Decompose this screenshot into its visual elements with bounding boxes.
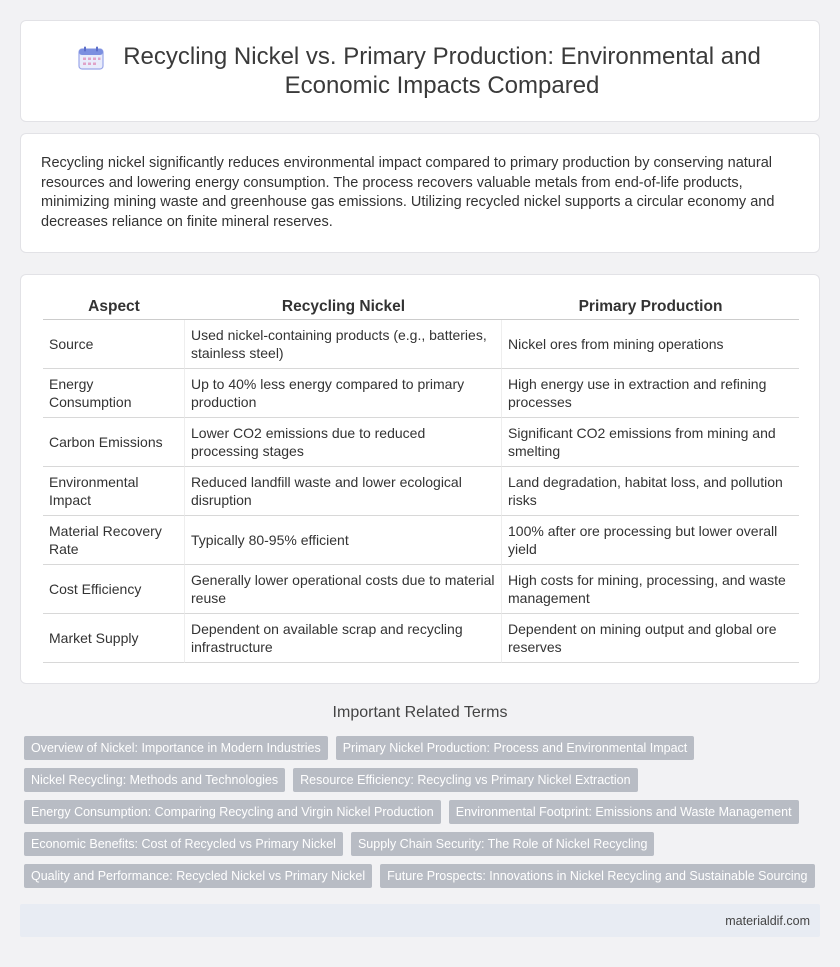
- table-row: [43, 369, 799, 418]
- table-header-row: [43, 293, 799, 320]
- comparison-table-card: [20, 274, 820, 684]
- related-term-link[interactable]: Environmental Footprint: Emissions and Waste Management: [449, 800, 799, 824]
- table-cell: Land degradation, habitat loss, and pollution risks: [502, 467, 799, 516]
- column-header-primary: Primary Production: [502, 293, 799, 320]
- related-term-link[interactable]: Nickel Recycling: Methods and Technologies: [24, 768, 285, 792]
- intro-text: Recycling nickel significantly reduces environmental impact compared to primary production by conserving natural resources and lowering energy consumption. The process recovers valuable metals from end-of-life products, minimizing mining waste and greenhouse gas emissions. Utilizing recycled nickel supports a circular economy and decreases reliance on finite mineral reserves.: [41, 155, 775, 230]
- related-term-link[interactable]: Economic Benefits: Cost of Recycled vs Primary Nickel: [24, 832, 343, 856]
- column-header-recycling: Recycling Nickel: [185, 293, 502, 320]
- tag-row: [24, 768, 816, 792]
- table-cell: Up to 40% less energy compared to primary production: [185, 369, 502, 418]
- related-terms-list: [24, 736, 816, 896]
- table-cell: Market Supply: [43, 614, 185, 663]
- table-cell: Environmental Impact: [43, 467, 185, 516]
- table-cell: Used nickel-containing products (e.g., batteries, stainless steel): [185, 320, 502, 369]
- table-cell: Lower CO2 emissions due to reduced processing stages: [185, 418, 502, 467]
- related-term-link[interactable]: Supply Chain Security: The Role of Nickel Recycling: [351, 832, 654, 856]
- header-card: [20, 20, 820, 122]
- footer-site-link[interactable]: materialdif.com: [725, 913, 810, 928]
- related-term-link[interactable]: Future Prospects: Innovations in Nickel Recycling and Sustainable Sourcing: [380, 864, 814, 888]
- table-cell: Source: [43, 320, 185, 369]
- table-cell: Typically 80-95% efficient: [185, 516, 502, 565]
- calendar-icon: [78, 46, 104, 70]
- table-row: [43, 565, 799, 614]
- related-term-link[interactable]: Quality and Performance: Recycled Nickel vs Primary Nickel: [24, 864, 372, 888]
- comparison-table: [43, 293, 799, 663]
- tag-row: [24, 800, 816, 824]
- table-cell: Nickel ores from mining operations: [502, 320, 799, 369]
- related-term-link[interactable]: Resource Efficiency: Recycling vs Primary Nickel Extraction: [293, 768, 637, 792]
- related-term-link[interactable]: Energy Consumption: Comparing Recycling and Virgin Nickel Production: [24, 800, 441, 824]
- table-cell: 100% after ore processing but lower overall yield: [502, 516, 799, 565]
- table-cell: Cost Efficiency: [43, 565, 185, 614]
- related-terms-heading: Important Related Terms: [332, 704, 508, 721]
- table-cell: Dependent on available scrap and recycling infrastructure: [185, 614, 502, 663]
- table-cell: High energy use in extraction and refining processes: [502, 369, 799, 418]
- intro-card: [20, 133, 820, 253]
- table-cell: Generally lower operational costs due to material reuse: [185, 565, 502, 614]
- table-row: [43, 320, 799, 369]
- table-cell: Material Recovery Rate: [43, 516, 185, 565]
- table-cell: Significant CO2 emissions from mining and smelting: [502, 418, 799, 467]
- table-cell: High costs for mining, processing, and waste management: [502, 565, 799, 614]
- tag-row: [24, 864, 816, 888]
- related-term-link[interactable]: Overview of Nickel: Importance in Modern Industries: [24, 736, 328, 760]
- page-title: Recycling Nickel vs. Primary Production: Environmental and Economic Impacts Compared: [123, 43, 761, 99]
- table-cell: Carbon Emissions: [43, 418, 185, 467]
- table-row: [43, 418, 799, 467]
- table-row: [43, 516, 799, 565]
- column-header-aspect: Aspect: [43, 293, 185, 320]
- table-cell: Reduced landfill waste and lower ecological disruption: [185, 467, 502, 516]
- footer: [20, 904, 820, 937]
- related-term-link[interactable]: Primary Nickel Production: Process and Environmental Impact: [336, 736, 695, 760]
- table-cell: Energy Consumption: [43, 369, 185, 418]
- table-row: [43, 614, 799, 663]
- table-cell: Dependent on mining output and global ore reserves: [502, 614, 799, 663]
- table-row: [43, 467, 799, 516]
- tag-row: [24, 736, 816, 760]
- tag-row: [24, 832, 816, 856]
